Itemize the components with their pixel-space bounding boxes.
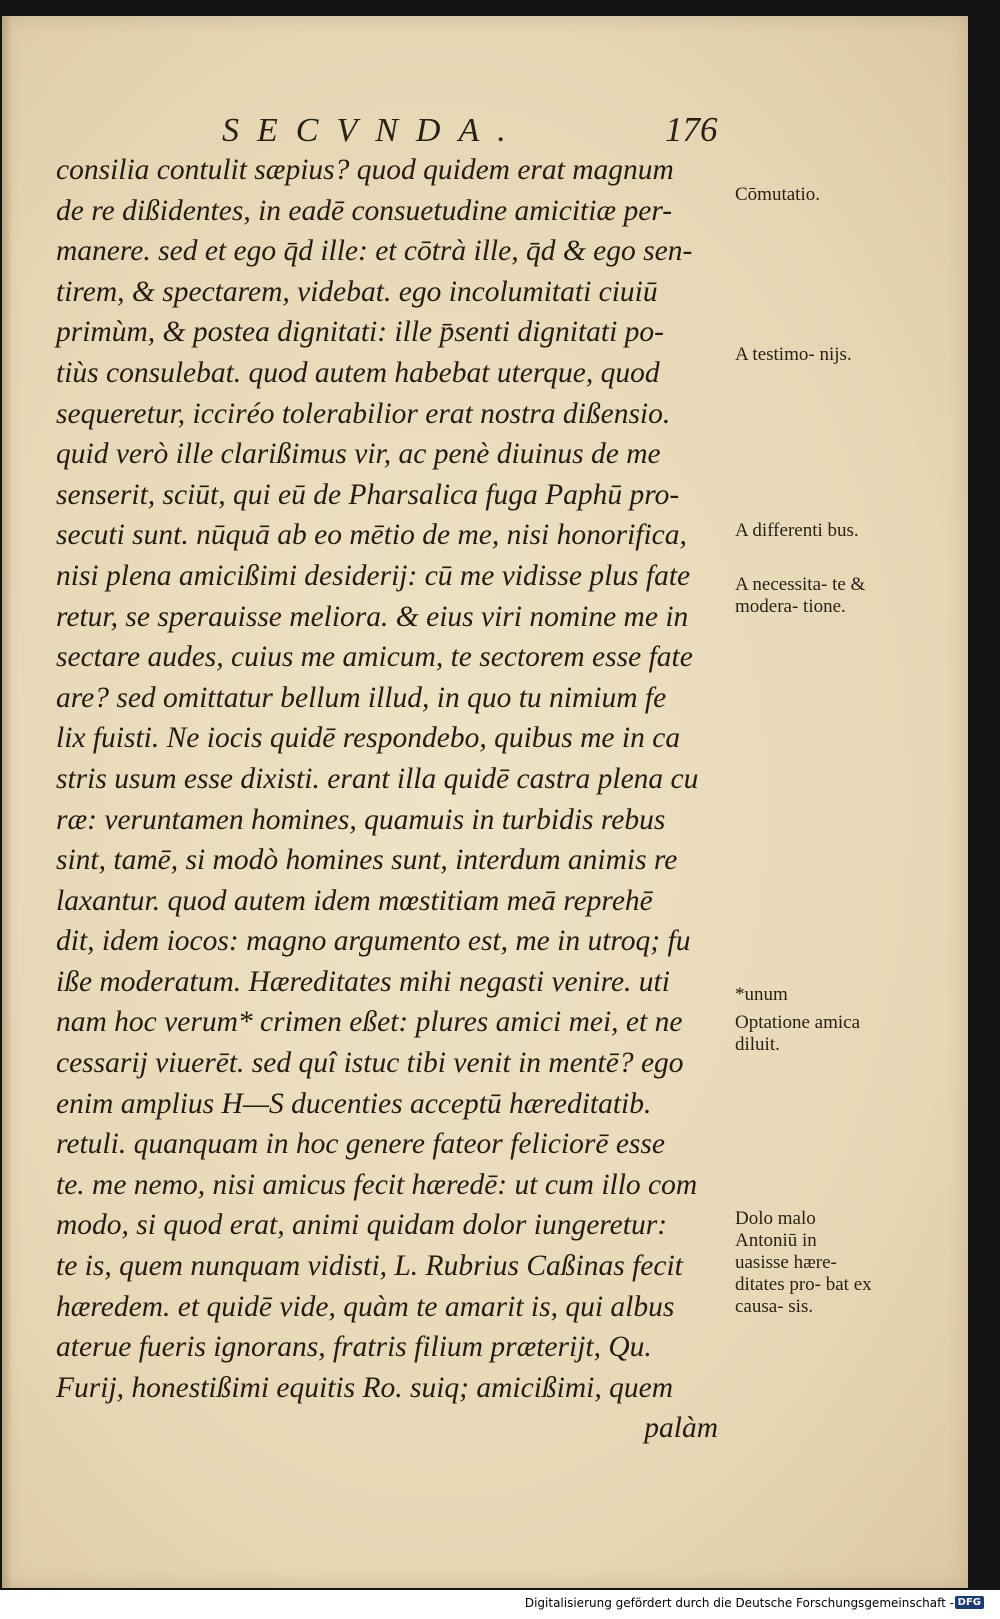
text-line: te. me nemo, nisi amicus fecit hæredē: ut cum illo com — [56, 1168, 698, 1201]
dfg-logo: DFG — [955, 1596, 984, 1609]
text-line: aterue fueris ignorans, fratris filium præterijt, Qu. — [56, 1331, 652, 1364]
text-line: sectare audes, cuius me amicum, te sectorem esse fate — [56, 641, 693, 674]
text-line: stris usum esse dixisti. erant illa quidē castra plena cu — [56, 762, 699, 795]
text-line: primùm, & postea dignitati: ille p̄senti dignitati po- — [56, 316, 665, 349]
text-line: ræ: veruntamen homines, quamuis in turbidis rebus — [56, 803, 666, 836]
marginal-note: *unum — [735, 984, 788, 1005]
text-line: nisi plena amicißimi desiderij: cū me vidisse plus fate — [56, 559, 691, 592]
text-line: iße moderatum. Hæreditates mihi negasti venire. uti — [56, 965, 670, 998]
marginal-note: A testimo- nijs. — [735, 344, 852, 365]
text-line: laxantur. quod autem idem mœstitiam meā reprehē — [56, 884, 653, 917]
book-page — [2, 16, 968, 1588]
text-line: lix fuisti. Ne iocis quidē respondebo, quibus me in ca — [56, 722, 681, 755]
text-line: cessarij viuerēt. sed quî istuc tibi venit in mentē? ego — [56, 1047, 684, 1080]
text-line: dit, idem iocos: magno argumento est, me in utroq; fu — [56, 925, 691, 958]
text-line: de re dißidentes, in eadē consuetudine amicitiæ per- — [56, 194, 673, 227]
running-head: SECVNDA. — [222, 112, 524, 149]
text-line: sint, tamē, si modò homines sunt, interdum animis re — [56, 844, 678, 877]
text-line: tirem, & spectarem, videbat. ego incolumitati ciuiū — [56, 275, 658, 308]
body-text — [56, 150, 746, 1449]
text-line: Furij, honestißimi equitis Ro. suiq; amicißimi, quem — [56, 1371, 673, 1404]
text-line: retur, se sperauisse meliora. & eius viri nomine me in — [56, 600, 689, 633]
marginal-note: Optatione amica diluit. — [735, 1012, 861, 1055]
text-line: te is, quem nunquam vidisti, L. Rubrius Caßinas fecit — [56, 1250, 683, 1283]
text-line: consilia contulit sæpius? quod quidem erat magnum — [56, 154, 674, 186]
text-line: sequeretur, icciréo tolerabilior erat nostra dißensio. — [56, 397, 671, 430]
text-line: nam hoc verum* crimen eßet: plures amici mei, et ne — [56, 1006, 683, 1039]
text-line: modo, si quod erat, animi quidam dolor iungeretur: — [56, 1209, 668, 1242]
footer-bar — [0, 1590, 1000, 1619]
text-line: enim amplius H—S ducenties acceptū hæreditatib. — [56, 1087, 652, 1120]
text-line: tiùs consulebat. quod autem habebat uterque, quod — [56, 356, 660, 389]
text-line: are? sed omittatur bellum illud, in quo tu nimium fe — [56, 681, 667, 714]
marginal-note: A differenti bus. — [735, 520, 859, 541]
page-number: 176 — [665, 110, 718, 149]
text-line: retuli. quanquam in hoc genere fateor feliciorē esse — [56, 1128, 665, 1161]
digitization-credit: Digitalisierung gefördert durch die Deutsche Forschungsgemeinschaft - — [524, 1596, 954, 1610]
marginal-note: Cōmutatio. — [735, 184, 820, 205]
catchword: palàm — [644, 1412, 718, 1445]
marginal-note: A necessita- te & modera- tione. — [735, 574, 866, 617]
text-line: secuti sunt. nūquā ab eo mētio de me, nisi honorifica, — [56, 519, 687, 552]
text-line: quid verò ille clarißimus vir, ac penè diuinus de me — [56, 438, 661, 471]
text-line: hæredem. et quidē vide, quàm te amarit is, qui albus — [56, 1290, 675, 1323]
text-line: senserit, sciūt, qui eū de Pharsalica fuga Paphū pro- — [56, 478, 680, 511]
text-line: manere. sed et ego q̄d ille: et cōtrà ille, q̄d & ego sen- — [56, 235, 693, 268]
page-gutter-shadow — [2, 16, 12, 1588]
marginal-note: Dolo malo Antoniū in uasisse hære- ditates pro- bat ex causa- sis. — [735, 1208, 872, 1317]
